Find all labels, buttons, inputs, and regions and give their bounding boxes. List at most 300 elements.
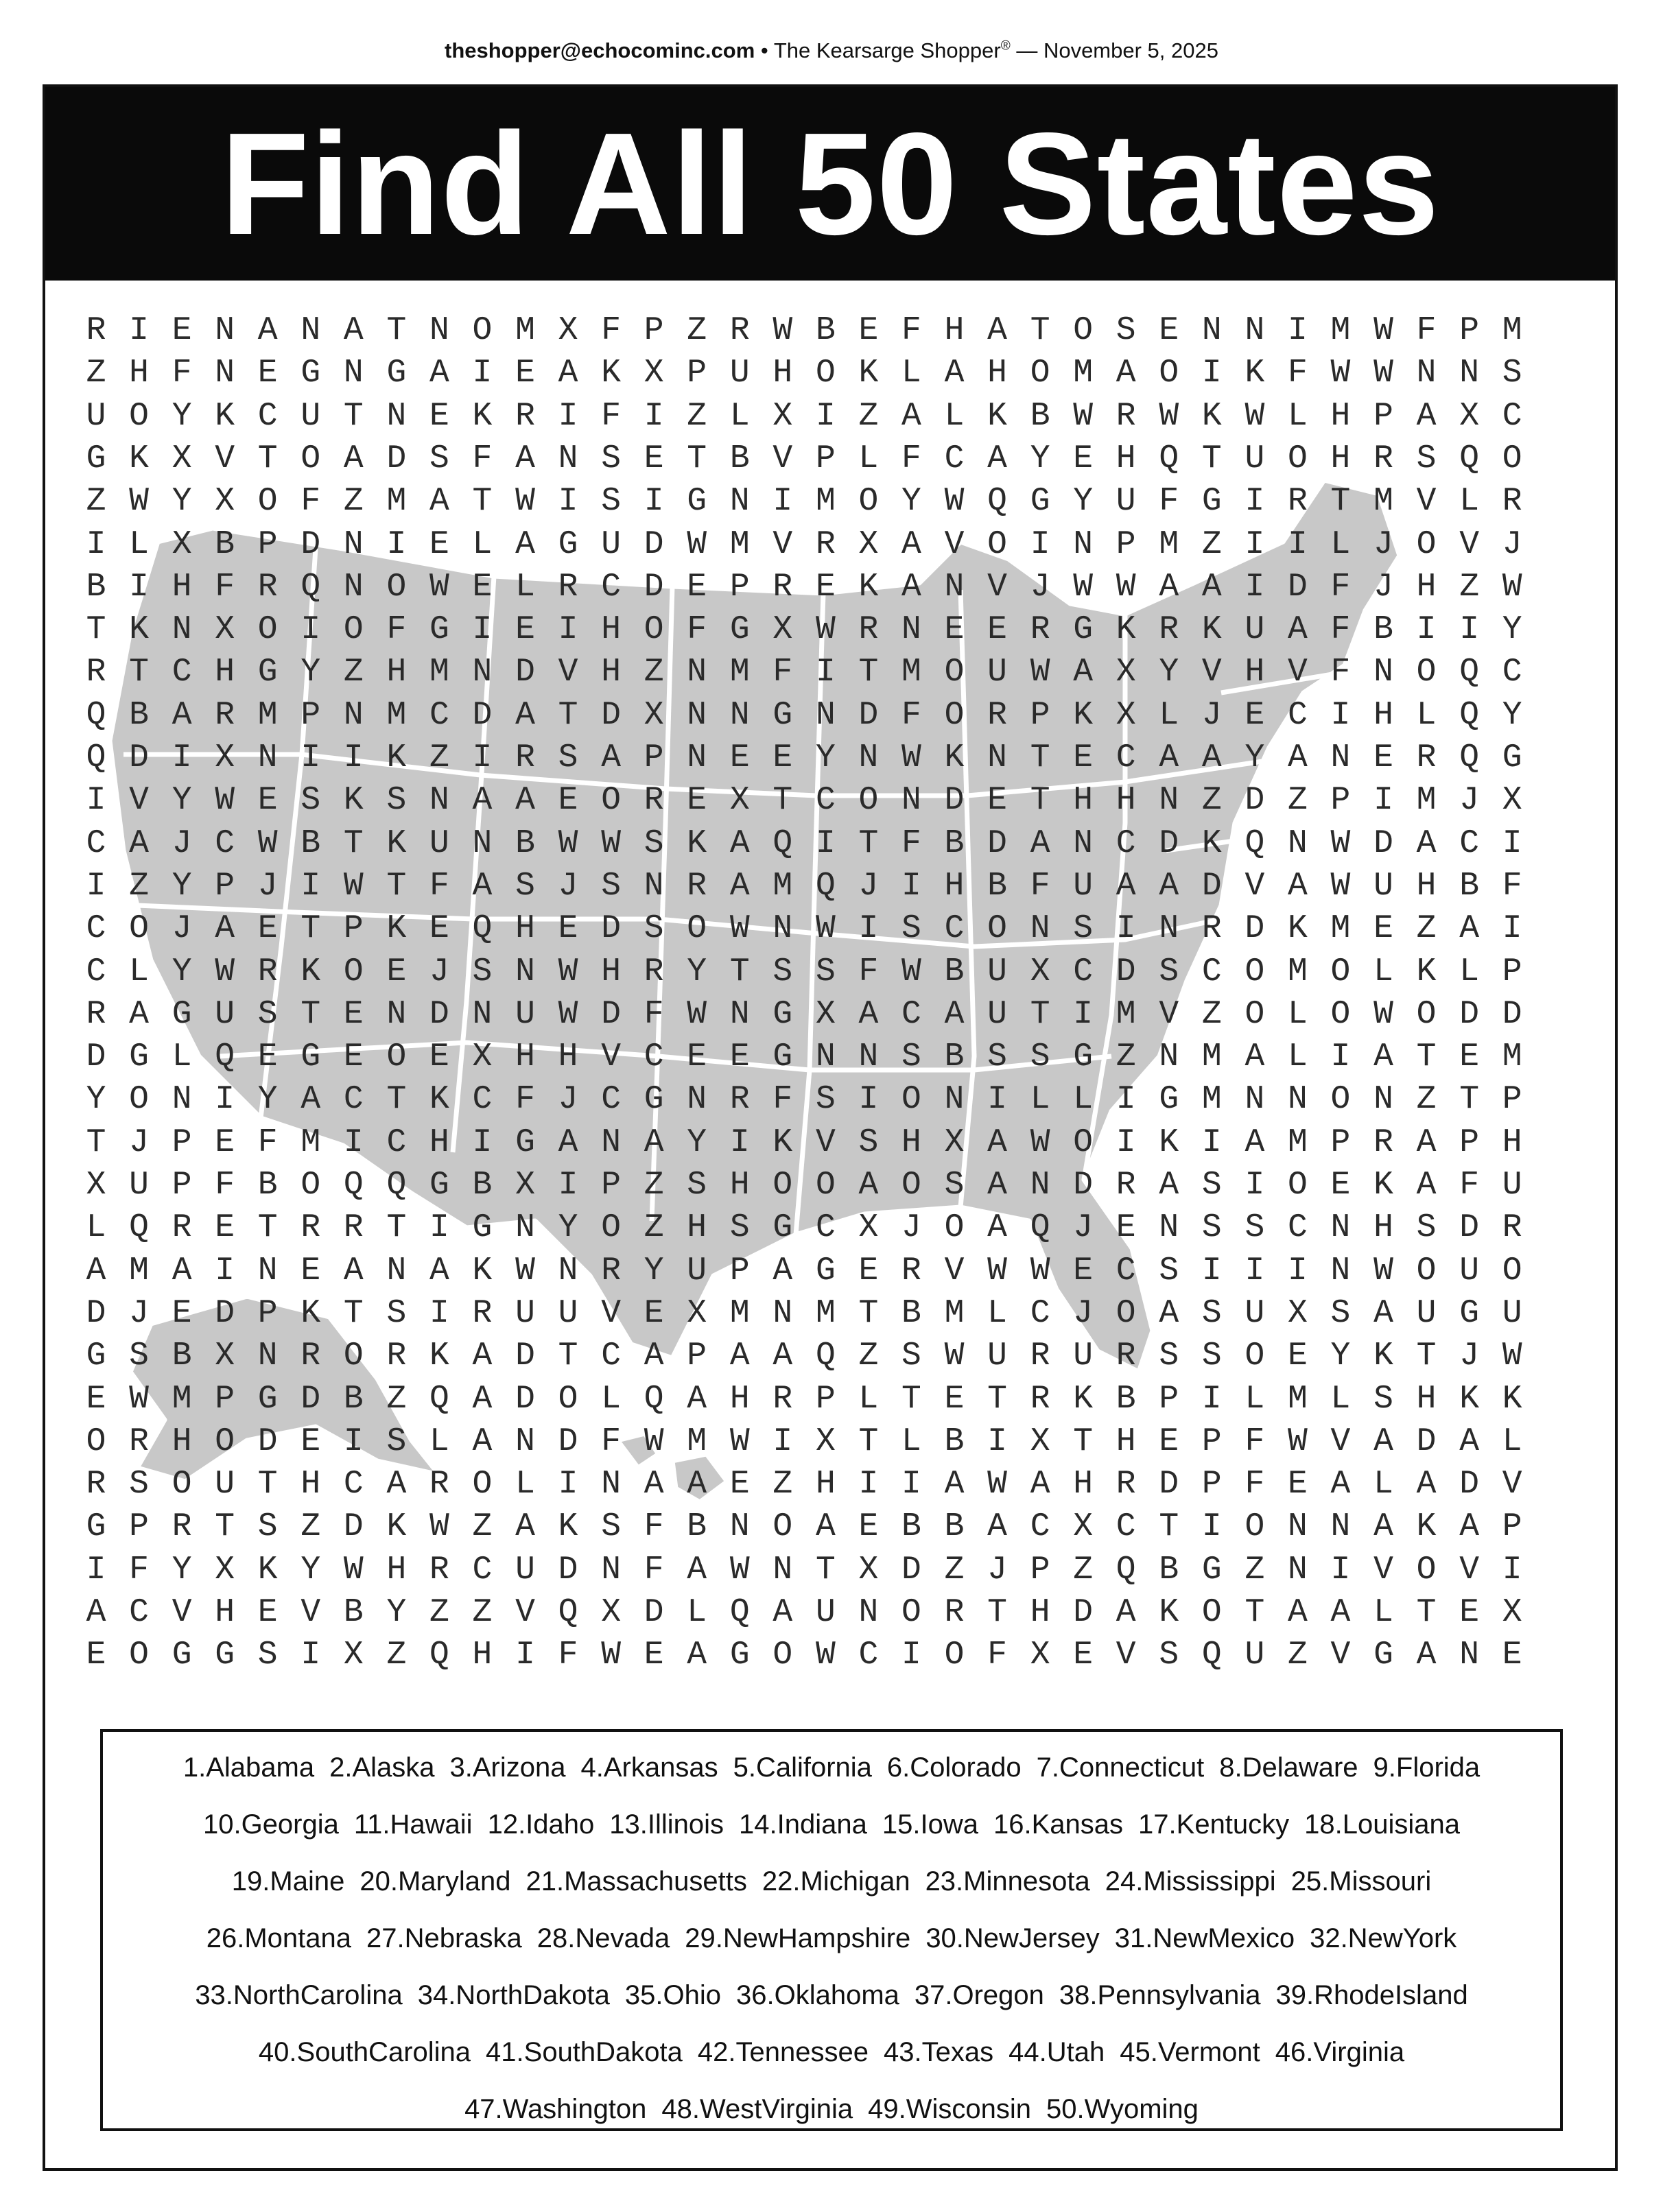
grid-letter[interactable]: H <box>515 910 535 948</box>
grid-letter[interactable]: O <box>1245 953 1265 990</box>
grid-letter[interactable]: V <box>515 1594 535 1631</box>
grid-letter[interactable]: C <box>815 1209 836 1247</box>
grid-letter[interactable]: G <box>257 1380 278 1418</box>
grid-letter[interactable]: Z <box>472 1594 493 1631</box>
grid-letter[interactable]: N <box>1030 910 1050 948</box>
grid-letter[interactable]: E <box>172 312 192 349</box>
grid-letter[interactable]: N <box>257 739 278 776</box>
grid-letter[interactable]: O <box>472 1466 493 1503</box>
grid-letter[interactable]: Z <box>1459 568 1479 606</box>
grid-letter[interactable]: N <box>1416 355 1437 392</box>
grid-letter[interactable]: A <box>772 1337 793 1375</box>
grid-letter[interactable]: D <box>1416 1423 1437 1460</box>
grid-letter[interactable]: P <box>257 525 278 563</box>
grid-letter[interactable]: C <box>429 696 449 734</box>
grid-letter[interactable]: K <box>1201 397 1222 435</box>
grid-letter[interactable]: U <box>1073 1337 1094 1375</box>
grid-letter[interactable]: K <box>858 568 879 606</box>
grid-letter[interactable]: G <box>86 1337 106 1375</box>
grid-letter[interactable]: A <box>1416 824 1437 862</box>
grid-letter[interactable]: L <box>1416 696 1437 734</box>
grid-letter[interactable]: W <box>343 867 364 905</box>
grid-letter[interactable]: F <box>515 1081 535 1119</box>
grid-letter[interactable]: N <box>429 782 449 820</box>
grid-letter[interactable]: E <box>1073 1252 1094 1289</box>
grid-letter[interactable]: Q <box>815 1337 836 1375</box>
grid-letter[interactable]: V <box>601 1038 621 1076</box>
grid-letter[interactable]: B <box>944 953 965 990</box>
grid-letter[interactable]: Y <box>1159 654 1179 691</box>
grid-letter[interactable]: W <box>729 1551 750 1589</box>
grid-letter[interactable]: O <box>1245 1337 1265 1375</box>
grid-letter[interactable]: X <box>1502 1594 1522 1631</box>
grid-letter[interactable]: G <box>1502 739 1522 776</box>
grid-letter[interactable]: A <box>129 824 149 862</box>
grid-letter[interactable]: K <box>987 397 1007 435</box>
grid-letter[interactable]: M <box>1330 910 1351 948</box>
grid-letter[interactable]: V <box>215 440 235 477</box>
grid-letter[interactable]: F <box>901 696 921 734</box>
grid-letter[interactable]: A <box>644 1337 664 1375</box>
grid-letter[interactable]: D <box>601 910 621 948</box>
grid-letter[interactable]: R <box>1116 1167 1136 1204</box>
grid-letter[interactable]: N <box>858 1594 879 1631</box>
grid-letter[interactable]: E <box>215 1209 235 1247</box>
grid-letter[interactable]: R <box>1373 1123 1393 1161</box>
grid-letter[interactable]: U <box>1073 867 1094 905</box>
grid-letter[interactable]: V <box>944 1252 965 1289</box>
grid-letter[interactable]: A <box>472 867 493 905</box>
grid-letter[interactable]: P <box>172 1167 192 1204</box>
grid-letter[interactable]: P <box>729 568 750 606</box>
grid-letter[interactable]: A <box>1416 1167 1437 1204</box>
grid-letter[interactable]: S <box>1116 312 1136 349</box>
grid-letter[interactable]: A <box>558 1123 578 1161</box>
grid-letter[interactable]: O <box>815 355 836 392</box>
grid-letter[interactable]: V <box>1502 1466 1522 1503</box>
grid-letter[interactable]: E <box>215 1123 235 1161</box>
grid-letter[interactable]: A <box>1330 1466 1351 1503</box>
grid-letter[interactable]: C <box>343 1466 364 1503</box>
grid-letter[interactable]: G <box>129 1038 149 1076</box>
grid-letter[interactable]: T <box>1030 312 1050 349</box>
grid-letter[interactable]: L <box>729 397 750 435</box>
grid-letter[interactable]: S <box>1416 1209 1437 1247</box>
grid-letter[interactable]: I <box>472 611 493 649</box>
grid-letter[interactable]: I <box>429 1294 449 1332</box>
grid-letter[interactable]: F <box>901 312 921 349</box>
grid-letter[interactable]: E <box>729 1038 750 1076</box>
grid-letter[interactable]: P <box>729 1252 750 1289</box>
grid-letter[interactable]: X <box>729 782 750 820</box>
grid-letter[interactable]: D <box>1459 1466 1479 1503</box>
grid-letter[interactable]: G <box>1030 483 1050 521</box>
grid-letter[interactable]: W <box>1373 995 1393 1033</box>
grid-letter[interactable]: F <box>987 1637 1007 1674</box>
grid-letter[interactable]: W <box>515 1252 535 1289</box>
grid-letter[interactable]: E <box>644 440 664 477</box>
grid-letter[interactable]: N <box>729 483 750 521</box>
grid-letter[interactable]: Y <box>687 953 707 990</box>
grid-letter[interactable]: O <box>687 910 707 948</box>
grid-letter[interactable]: K <box>687 824 707 862</box>
grid-letter[interactable]: B <box>1030 397 1050 435</box>
grid-letter[interactable]: Y <box>1502 611 1522 649</box>
grid-letter[interactable]: W <box>1330 824 1351 862</box>
grid-letter[interactable]: H <box>901 1123 921 1161</box>
grid-letter[interactable]: I <box>644 483 664 521</box>
grid-letter[interactable]: T <box>1201 440 1222 477</box>
grid-letter[interactable]: T <box>300 910 321 948</box>
grid-letter[interactable]: U <box>86 397 106 435</box>
grid-letter[interactable]: Y <box>172 867 192 905</box>
grid-letter[interactable]: N <box>558 1252 578 1289</box>
grid-letter[interactable]: E <box>729 1466 750 1503</box>
grid-letter[interactable]: T <box>858 1294 879 1332</box>
grid-letter[interactable]: N <box>1330 1508 1351 1546</box>
grid-letter[interactable]: A <box>429 483 449 521</box>
grid-letter[interactable]: O <box>858 483 879 521</box>
grid-letter[interactable]: F <box>1287 355 1308 392</box>
grid-letter[interactable]: U <box>515 1294 535 1332</box>
grid-letter[interactable]: H <box>1116 440 1136 477</box>
grid-letter[interactable]: K <box>772 1123 793 1161</box>
grid-letter[interactable]: G <box>1201 483 1222 521</box>
grid-letter[interactable]: I <box>215 1252 235 1289</box>
grid-letter[interactable]: U <box>687 1252 707 1289</box>
grid-letter[interactable]: K <box>601 355 621 392</box>
grid-letter[interactable]: N <box>687 696 707 734</box>
grid-letter[interactable]: I <box>772 483 793 521</box>
grid-letter[interactable]: N <box>901 782 921 820</box>
grid-letter[interactable]: S <box>257 1508 278 1546</box>
grid-letter[interactable]: N <box>729 1508 750 1546</box>
grid-letter[interactable]: U <box>1373 867 1393 905</box>
grid-letter[interactable]: R <box>429 1466 449 1503</box>
grid-letter[interactable]: O <box>1416 525 1437 563</box>
grid-letter[interactable]: A <box>1373 1038 1393 1076</box>
grid-letter[interactable]: O <box>86 1423 106 1460</box>
grid-letter[interactable]: A <box>472 782 493 820</box>
grid-letter[interactable]: I <box>300 1637 321 1674</box>
grid-letter[interactable]: O <box>172 1466 192 1503</box>
grid-letter[interactable]: B <box>300 824 321 862</box>
grid-letter[interactable]: I <box>1502 910 1522 948</box>
grid-letter[interactable]: Q <box>86 739 106 776</box>
grid-letter[interactable]: E <box>1373 739 1393 776</box>
grid-letter[interactable]: G <box>1073 1038 1094 1076</box>
grid-letter[interactable]: N <box>472 654 493 691</box>
grid-letter[interactable]: F <box>215 1167 235 1204</box>
grid-letter[interactable]: A <box>1030 824 1050 862</box>
grid-letter[interactable]: I <box>386 525 407 563</box>
grid-letter[interactable]: I <box>300 867 321 905</box>
grid-letter[interactable]: O <box>1030 355 1050 392</box>
grid-letter[interactable]: Y <box>644 1252 664 1289</box>
grid-letter[interactable]: X <box>215 1337 235 1375</box>
grid-letter[interactable]: P <box>1459 1123 1479 1161</box>
grid-letter[interactable]: Y <box>1502 696 1522 734</box>
grid-letter[interactable]: Q <box>1201 1637 1222 1674</box>
grid-letter[interactable]: D <box>1201 867 1222 905</box>
grid-letter[interactable]: I <box>987 1081 1007 1119</box>
grid-letter[interactable]: B <box>172 1337 192 1375</box>
grid-letter[interactable]: E <box>1073 440 1094 477</box>
grid-letter[interactable]: S <box>772 953 793 990</box>
grid-letter[interactable]: M <box>729 1294 750 1332</box>
grid-letter[interactable]: K <box>129 611 149 649</box>
grid-letter[interactable]: J <box>257 867 278 905</box>
grid-letter[interactable]: M <box>1116 995 1136 1033</box>
grid-letter[interactable]: W <box>729 910 750 948</box>
grid-letter[interactable]: V <box>1287 654 1308 691</box>
grid-letter[interactable]: E <box>772 739 793 776</box>
grid-letter[interactable]: V <box>1116 1637 1136 1674</box>
grid-letter[interactable]: O <box>901 1081 921 1119</box>
grid-letter[interactable]: I <box>86 525 106 563</box>
grid-letter[interactable]: W <box>1073 397 1094 435</box>
grid-letter[interactable]: D <box>901 1551 921 1589</box>
grid-letter[interactable]: T <box>86 611 106 649</box>
grid-letter[interactable]: A <box>1159 739 1179 776</box>
grid-letter[interactable]: W <box>129 1380 149 1418</box>
grid-letter[interactable]: W <box>1116 568 1136 606</box>
grid-letter[interactable]: E <box>86 1380 106 1418</box>
grid-letter[interactable]: N <box>1330 739 1351 776</box>
grid-letter[interactable]: J <box>1073 1209 1094 1247</box>
grid-letter[interactable]: I <box>429 1209 449 1247</box>
grid-letter[interactable]: G <box>1201 1551 1222 1589</box>
grid-letter[interactable]: V <box>1459 1551 1479 1589</box>
grid-letter[interactable]: H <box>1073 1466 1094 1503</box>
grid-letter[interactable]: E <box>858 1252 879 1289</box>
grid-letter[interactable]: F <box>1245 1466 1265 1503</box>
grid-letter[interactable]: X <box>215 483 235 521</box>
grid-letter[interactable]: N <box>429 312 449 349</box>
grid-letter[interactable]: Y <box>172 1551 192 1589</box>
grid-letter[interactable]: D <box>86 1294 106 1332</box>
grid-letter[interactable]: P <box>1201 1466 1222 1503</box>
grid-letter[interactable]: T <box>558 1337 578 1375</box>
grid-letter[interactable]: J <box>901 1209 921 1247</box>
grid-letter[interactable]: T <box>815 1551 836 1589</box>
grid-letter[interactable]: Q <box>1459 739 1479 776</box>
grid-letter[interactable]: O <box>1330 953 1351 990</box>
grid-letter[interactable]: R <box>1287 483 1308 521</box>
grid-letter[interactable]: Q <box>1459 440 1479 477</box>
grid-letter[interactable]: A <box>172 1252 192 1289</box>
grid-letter[interactable]: M <box>300 1123 321 1161</box>
grid-letter[interactable]: O <box>772 1637 793 1674</box>
grid-letter[interactable]: N <box>1287 1081 1308 1119</box>
grid-letter[interactable]: H <box>215 654 235 691</box>
grid-letter[interactable]: C <box>601 568 621 606</box>
grid-letter[interactable]: Z <box>1201 525 1222 563</box>
grid-letter[interactable]: I <box>1287 312 1308 349</box>
grid-letter[interactable]: E <box>987 611 1007 649</box>
grid-letter[interactable]: K <box>1073 696 1094 734</box>
grid-letter[interactable]: H <box>772 355 793 392</box>
grid-letter[interactable]: P <box>644 312 664 349</box>
grid-letter[interactable]: B <box>86 568 106 606</box>
grid-letter[interactable]: G <box>300 1038 321 1076</box>
grid-letter[interactable]: P <box>215 867 235 905</box>
grid-letter[interactable]: R <box>1116 1466 1136 1503</box>
grid-letter[interactable]: A <box>343 440 364 477</box>
grid-letter[interactable]: H <box>944 312 965 349</box>
grid-letter[interactable]: Y <box>300 654 321 691</box>
grid-letter[interactable]: P <box>687 1337 707 1375</box>
grid-letter[interactable]: E <box>386 953 407 990</box>
grid-letter[interactable]: Q <box>772 824 793 862</box>
grid-letter[interactable]: N <box>601 1466 621 1503</box>
grid-letter[interactable]: S <box>1159 953 1179 990</box>
grid-letter[interactable]: I <box>1245 483 1265 521</box>
grid-letter[interactable]: D <box>515 1337 535 1375</box>
grid-letter[interactable]: S <box>1502 355 1522 392</box>
grid-letter[interactable]: X <box>1287 1294 1308 1332</box>
grid-letter[interactable]: M <box>1287 953 1308 990</box>
grid-letter[interactable]: A <box>858 995 879 1033</box>
grid-letter[interactable]: R <box>257 568 278 606</box>
grid-letter[interactable]: B <box>687 1508 707 1546</box>
grid-letter[interactable]: H <box>386 654 407 691</box>
grid-letter[interactable]: B <box>1459 867 1479 905</box>
grid-letter[interactable]: O <box>300 1167 321 1204</box>
grid-letter[interactable]: M <box>386 483 407 521</box>
grid-letter[interactable]: E <box>1116 1209 1136 1247</box>
grid-letter[interactable]: O <box>1287 1167 1308 1204</box>
grid-letter[interactable]: H <box>1030 1594 1050 1631</box>
grid-letter[interactable]: D <box>987 824 1007 862</box>
grid-letter[interactable]: L <box>129 525 149 563</box>
grid-letter[interactable]: D <box>558 1423 578 1460</box>
grid-letter[interactable]: W <box>1030 1123 1050 1161</box>
grid-letter[interactable]: M <box>729 525 750 563</box>
grid-letter[interactable]: O <box>1502 1252 1522 1289</box>
grid-letter[interactable]: N <box>815 1038 836 1076</box>
grid-letter[interactable]: C <box>1502 397 1522 435</box>
grid-letter[interactable]: L <box>687 1594 707 1631</box>
grid-letter[interactable]: C <box>129 1594 149 1631</box>
grid-letter[interactable]: L <box>1030 1081 1050 1119</box>
grid-letter[interactable]: F <box>858 953 879 990</box>
grid-letter[interactable]: I <box>300 739 321 776</box>
grid-letter[interactable]: E <box>429 397 449 435</box>
grid-letter[interactable]: B <box>515 824 535 862</box>
grid-letter[interactable]: O <box>257 611 278 649</box>
grid-letter[interactable]: B <box>215 525 235 563</box>
grid-letter[interactable]: K <box>257 1551 278 1589</box>
grid-letter[interactable]: H <box>1073 782 1094 820</box>
grid-letter[interactable]: D <box>86 1038 106 1076</box>
grid-letter[interactable]: B <box>129 696 149 734</box>
grid-letter[interactable]: S <box>644 910 664 948</box>
grid-letter[interactable]: G <box>558 525 578 563</box>
grid-letter[interactable]: X <box>815 1423 836 1460</box>
grid-letter[interactable]: X <box>172 525 192 563</box>
grid-letter[interactable]: U <box>1116 483 1136 521</box>
grid-letter[interactable]: E <box>987 782 1007 820</box>
grid-letter[interactable]: S <box>601 867 621 905</box>
grid-letter[interactable]: M <box>729 654 750 691</box>
grid-letter[interactable]: Q <box>729 1594 750 1631</box>
grid-letter[interactable]: I <box>343 739 364 776</box>
grid-letter[interactable]: L <box>1373 1466 1393 1503</box>
grid-letter[interactable]: D <box>215 1294 235 1332</box>
grid-letter[interactable]: F <box>644 1551 664 1589</box>
grid-letter[interactable]: G <box>300 355 321 392</box>
grid-letter[interactable]: I <box>558 1167 578 1204</box>
grid-letter[interactable]: T <box>772 782 793 820</box>
grid-letter[interactable]: Y <box>172 483 192 521</box>
grid-letter[interactable]: Q <box>558 1594 578 1631</box>
grid-letter[interactable]: E <box>300 1423 321 1460</box>
grid-letter[interactable]: E <box>172 1294 192 1332</box>
grid-letter[interactable]: F <box>644 995 664 1033</box>
grid-letter[interactable]: S <box>987 1038 1007 1076</box>
grid-letter[interactable]: K <box>472 397 493 435</box>
grid-letter[interactable]: R <box>558 568 578 606</box>
grid-letter[interactable]: R <box>815 525 836 563</box>
grid-letter[interactable]: L <box>901 355 921 392</box>
grid-letter[interactable]: A <box>944 995 965 1033</box>
grid-letter[interactable]: Z <box>1201 782 1222 820</box>
grid-letter[interactable]: O <box>1287 440 1308 477</box>
grid-letter[interactable]: R <box>86 654 106 691</box>
grid-letter[interactable]: Q <box>386 1167 407 1204</box>
grid-letter[interactable]: V <box>1330 1423 1351 1460</box>
grid-letter[interactable]: S <box>1201 1167 1222 1204</box>
grid-letter[interactable]: Y <box>687 1123 707 1161</box>
grid-letter[interactable]: R <box>386 1337 407 1375</box>
grid-letter[interactable]: G <box>386 355 407 392</box>
grid-letter[interactable]: J <box>558 1081 578 1119</box>
grid-letter[interactable]: G <box>1459 1294 1479 1332</box>
grid-letter[interactable]: T <box>343 824 364 862</box>
grid-letter[interactable]: L <box>1287 995 1308 1033</box>
grid-letter[interactable]: E <box>257 1038 278 1076</box>
grid-letter[interactable]: J <box>1030 568 1050 606</box>
grid-letter[interactable]: W <box>429 1508 449 1546</box>
grid-letter[interactable]: I <box>558 397 578 435</box>
grid-letter[interactable]: P <box>1373 397 1393 435</box>
grid-letter[interactable]: I <box>86 867 106 905</box>
grid-letter[interactable]: W <box>215 782 235 820</box>
grid-letter[interactable]: G <box>86 1508 106 1546</box>
grid-letter[interactable]: C <box>1073 953 1094 990</box>
grid-letter[interactable]: C <box>601 1081 621 1119</box>
grid-letter[interactable]: N <box>987 739 1007 776</box>
grid-letter[interactable]: P <box>1502 953 1522 990</box>
grid-letter[interactable]: R <box>129 1423 149 1460</box>
grid-letter[interactable]: B <box>987 867 1007 905</box>
grid-letter[interactable]: L <box>601 1380 621 1418</box>
grid-letter[interactable]: I <box>1201 1380 1222 1418</box>
grid-letter[interactable]: W <box>987 1252 1007 1289</box>
grid-letter[interactable]: O <box>987 525 1007 563</box>
grid-letter[interactable]: W <box>815 1637 836 1674</box>
grid-letter[interactable]: S <box>729 1209 750 1247</box>
grid-letter[interactable]: T <box>1030 782 1050 820</box>
grid-letter[interactable]: A <box>1373 1423 1393 1460</box>
grid-letter[interactable]: S <box>1330 1294 1351 1332</box>
grid-letter[interactable]: P <box>1030 696 1050 734</box>
grid-letter[interactable]: N <box>901 611 921 649</box>
grid-letter[interactable]: N <box>172 1081 192 1119</box>
grid-letter[interactable]: W <box>558 824 578 862</box>
grid-letter[interactable]: N <box>729 995 750 1033</box>
